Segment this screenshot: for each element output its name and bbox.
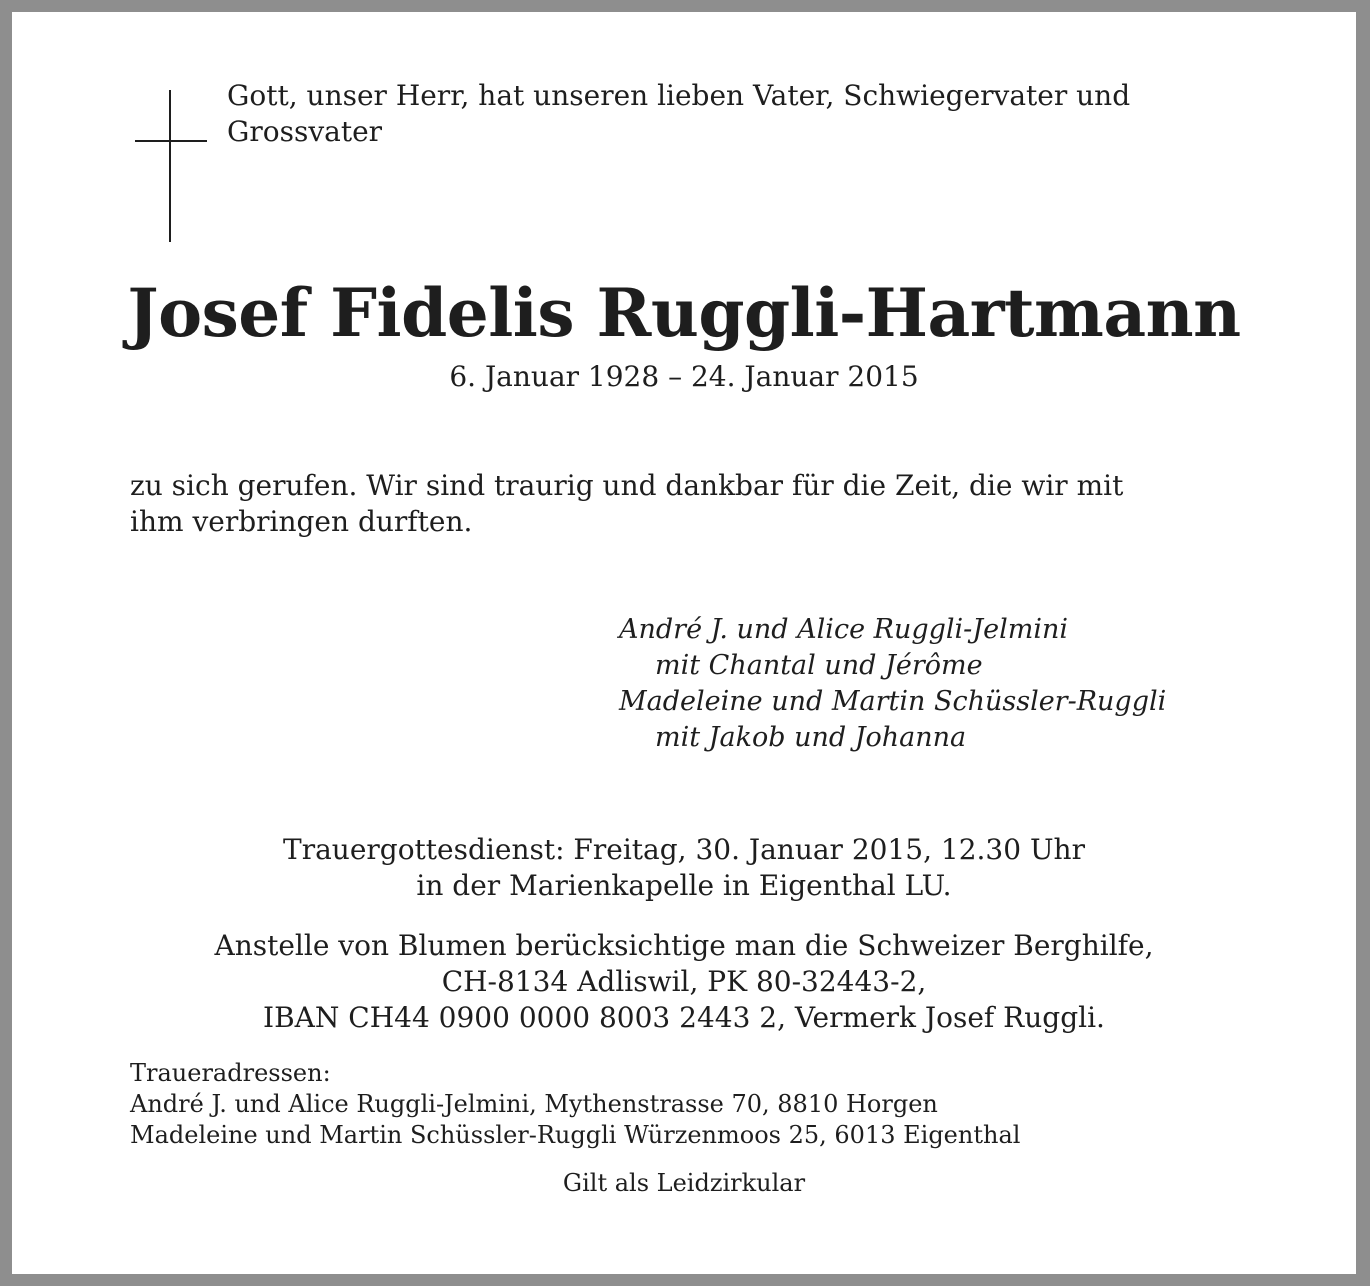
donation-info: [12, 928, 1356, 1036]
life-dates: 6. Januar 1928 – 24. Januar 2015: [449, 360, 919, 393]
obituary-notice: [12, 12, 1356, 1274]
donation-line-1: Anstelle von Blumen berücksichtige man die Schweizer Berghilfe,: [214, 929, 1154, 962]
donation-line-3: IBAN CH44 0900 0000 8003 2443 2, Vermerk Josef Ruggli.: [263, 1001, 1105, 1034]
address-line-2: Madeleine und Martin Schüssler-Ruggli Würzenmoos 25, 6013 Eigenthal: [130, 1121, 1021, 1149]
family-list: [619, 612, 1166, 756]
address-line-1: André J. und Alice Ruggli-Jelmini, Mythenstrasse 70, 8810 Horgen: [130, 1090, 938, 1118]
cross-vertical-bar: [169, 90, 171, 242]
addresses-heading: Traueradressen:: [130, 1059, 331, 1087]
service-info: [12, 832, 1356, 904]
deceased-name: Josef Fidelis Ruggli-Hartmann: [127, 274, 1241, 352]
family-line: mit Chantal und Jérôme: [655, 650, 983, 681]
family-line: Madeleine und Martin Schüssler-Ruggli: [619, 686, 1167, 717]
message-text: [130, 468, 1123, 540]
circular-note: Gilt als Leidzirkular: [562, 1169, 806, 1197]
cross-horizontal-bar: [135, 140, 207, 142]
mourning-addresses: [130, 1058, 1020, 1151]
service-line-1: Trauergottesdienst: Freitag, 30. Januar 2015, 12.30 Uhr: [283, 833, 1085, 866]
donation-line-2: CH-8134 Adliswil, PK 80-32443-2,: [441, 965, 927, 998]
intro-line-1: Gott, unser Herr, hat unseren lieben Vater, Schwiegervater und: [227, 79, 1131, 112]
message-line-1: zu sich gerufen. Wir sind traurig und dankbar für die Zeit, die wir mit: [130, 469, 1124, 502]
family-line: mit Jakob und Johanna: [655, 722, 967, 753]
family-line: André J. und Alice Ruggli-Jelmini: [619, 614, 1069, 645]
intro-text: [227, 78, 1130, 150]
message-line-2: ihm verbringen durften.: [130, 505, 473, 538]
intro-line-2: Grossvater: [227, 115, 383, 148]
service-line-2: in der Marienkapelle in Eigenthal LU.: [416, 869, 952, 902]
